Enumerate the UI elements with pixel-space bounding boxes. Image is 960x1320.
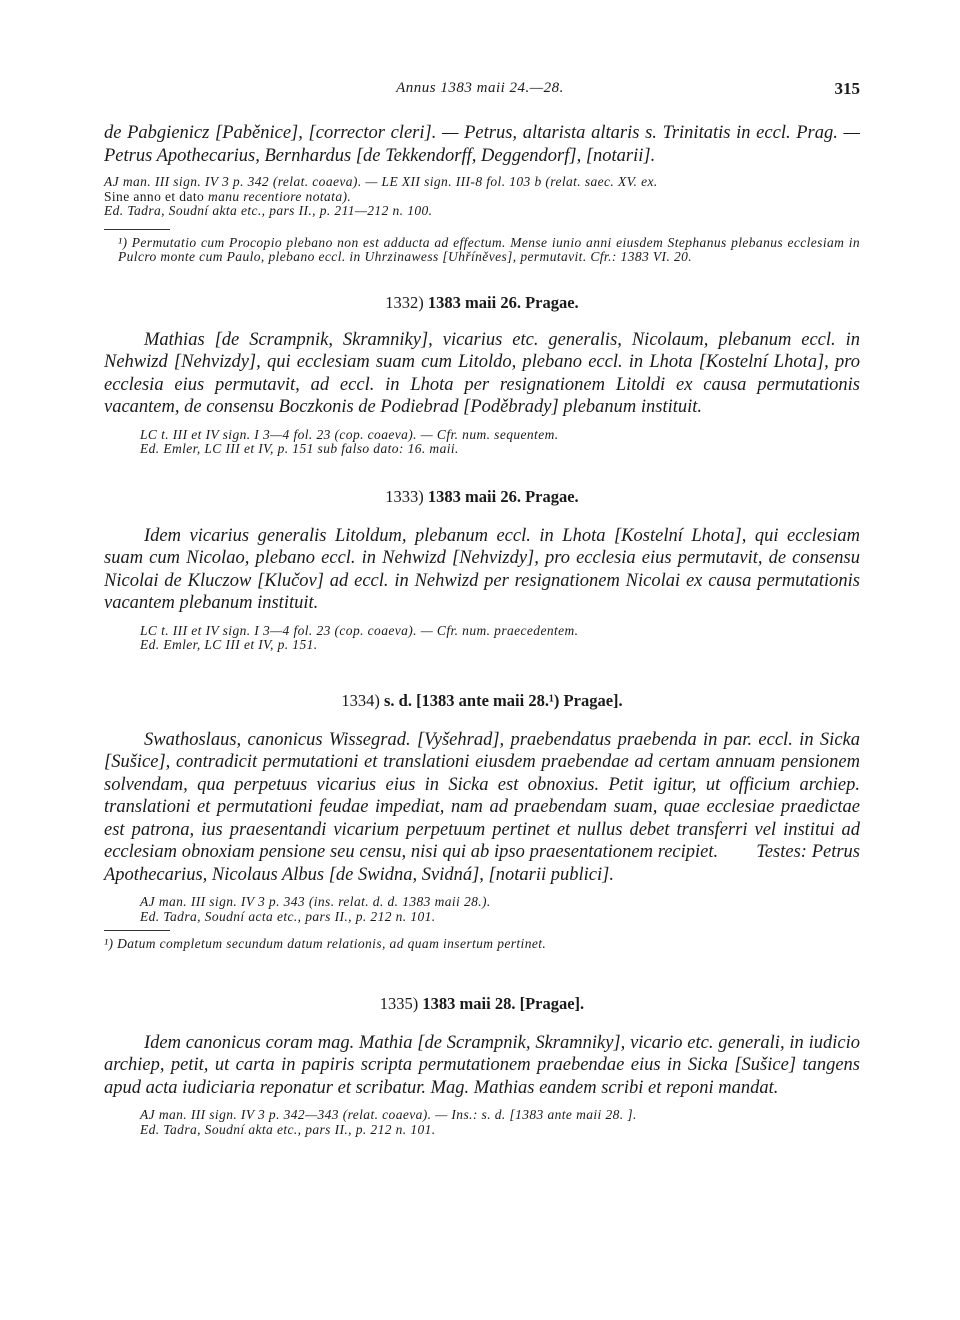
entry-date: 1383 maii 26. Pragae.: [427, 486, 579, 506]
source-note: AJ man. III sign. IV 3 p. 343 (ins. relat. d. d. 1383 maii 28.).: [140, 894, 491, 909]
entry-sources-1335: [104, 1108, 860, 1137]
source-note: LC t. III et IV sign. I 3—4 fol. 23 (cop. coaeva). — Cfr. num. praecedentem.: [140, 622, 579, 638]
entry-heading-1334: [104, 691, 860, 711]
edition-note: Ed. Tadra, Soudní akta etc., pars II., p. 212 n. 101.: [140, 1121, 436, 1137]
entry-body-1333: Idem vicarius generalis Litoldum, plebanum eccl. in Lhota [Kostelní Lhota], qui ecclesiam suam cum Nicolao, plebano eccl. in Nehwizd [Nehvizdy], pro ecclesia eius permutavit, de consensu Nicolai de Kluczow [Klučov] ad eccl. in Nehwizd per resignationem Nicolai ex causa permutationis vacantem plebanum instituit.: [104, 525, 860, 613]
source-note-italic: manu recentiore notata).: [207, 188, 352, 204]
entry-body-1332: Mathias [de Scrampnik, Skramniky], vicarius etc. generalis, Nicolaum, plebanum eccl. in Nehwizd [Nehvizdy], qui ecclesiam suam cum Litoldo, plebano eccl. in Lhota [Kostelní Lhota], pro ecclesia eius permutavit, ad eccl. in Lhota per resignationem Litoldi ex causa permutationis vacantem, de consensu Boczkonis de Podiebrad [Poděbrady] plebanum instituit.: [104, 329, 860, 417]
source-note: AJ man. III sign. IV 3 p. 342 (relat. coaeva). — LE XII sign. III-8 fol. 103 b (relat. saec. XV. ex.: [104, 174, 658, 189]
edition-note: Ed. Emler, LC III et IV, p. 151.: [140, 637, 318, 652]
edition-note: Ed. Tadra, Soudní acta etc., pars II., p. 212 n. 101.: [140, 908, 436, 924]
entry-body-1334: Swathoslaus, canonicus Wissegrad. [Vyšehrad], praebendatus praebenda in par. eccl. in Sicka [Sušice], contradicit permutationi et translationi eiusdem praebendae ad certam annuam pensionem solvendam, qua perpetuus vicarius eius in Sicka est obnoxius. Petit igitur, ut officium archiep. translationi et permutationi feudae impediat, nam ad praebendam suam, quae ecclesiae praedictae est patrona, ius praesentandi vicarium perpetuum pertinet et nullus debet transferri vel institui ad ecclesiam obnoxiam pensione seu censu, nisi qui ab ipso praesentationem recipiet. Testes: Petrus Apothecarius, Nicolaus Albus [de Swidna, Svidná], [notarii publici].: [104, 729, 865, 885]
continued-entry-sources: [104, 175, 860, 219]
entry-number: 1335): [379, 993, 419, 1013]
source-note: LC t. III et IV sign. I 3—4 fol. 23 (cop. coaeva). — Cfr. num. sequentem.: [140, 426, 559, 442]
entry-heading-1333: [104, 487, 860, 507]
entry-date: s. d. [1383 ante maii 28.¹) Pragae].: [383, 690, 623, 710]
footnote-rule: [104, 229, 170, 230]
source-note: AJ man. III sign. IV 3 p. 342—343 (relat. coaeva). — Ins.: s. d. [1383 ante maii 28. ].: [140, 1107, 637, 1122]
source-note-continued: [104, 190, 860, 205]
footnote: ¹) Datum completum secundum datum relationis, ad quam insertum pertinet.: [104, 936, 547, 951]
page-number: 315: [834, 79, 860, 98]
source-note-upright: Sine anno et dato: [104, 188, 205, 204]
entry-number: 1332): [385, 292, 424, 312]
entry-sources-1334: [104, 895, 860, 924]
running-head: [0, 80, 960, 100]
entry-sources-1333: [104, 624, 860, 653]
entry-heading-1335: [104, 994, 860, 1014]
page-content: [104, 122, 865, 1137]
entry-number: 1333): [385, 486, 424, 506]
entry-body-1335: Idem canonicus coram mag. Mathia [de Scrampnik, Skramniky], vicario etc. generali, in iudicio archiep, petit, ut carta in papiris scripta permutationem praebendae eius in Sicka [Sušice] tangens apud acta iudiciaria reponatur et scribatur. Mag. Mathias eandem scribi et reponi mandat.: [104, 1032, 860, 1098]
entry-heading-1332: [104, 293, 860, 313]
edition-note: Ed. Emler, LC III et IV, p. 151 sub falso dato: 16. maii.: [140, 441, 459, 456]
entry-date: 1383 maii 28. [Pragae].: [422, 993, 585, 1013]
footnote-rule: [104, 930, 170, 931]
edition-note: Ed. Tadra, Soudní akta etc., pars II., p. 211—212 n. 100.: [104, 203, 433, 218]
entry-date: 1383 maii 26. Pragae.: [427, 292, 579, 312]
running-title: Annus 1383 maii 24.—28.: [396, 80, 564, 96]
continued-entry-text: de Pabgienicz [Paběnice], [corrector cleri]. — Petrus, altarista altaris s. Trinitatis in eccl. Prag. — Petrus Apothecarius, Bernhardus [de Tekkendorff, Deggendorf], [notarii].: [104, 123, 860, 166]
footnote: ¹) Permutatio cum Procopio plebano non est adducta ad effectum. Mense iunio anni eiusdem Stephanus plebanus ecclesiam in Pulcro monte cum Paulo, plebano eccl. in Uhrzinawess [Uhříněves], permutavit. Cfr.: 1383 VI. 20.: [118, 234, 860, 264]
entry-number: 1334): [341, 690, 380, 710]
entry-sources-1332: [104, 428, 860, 457]
